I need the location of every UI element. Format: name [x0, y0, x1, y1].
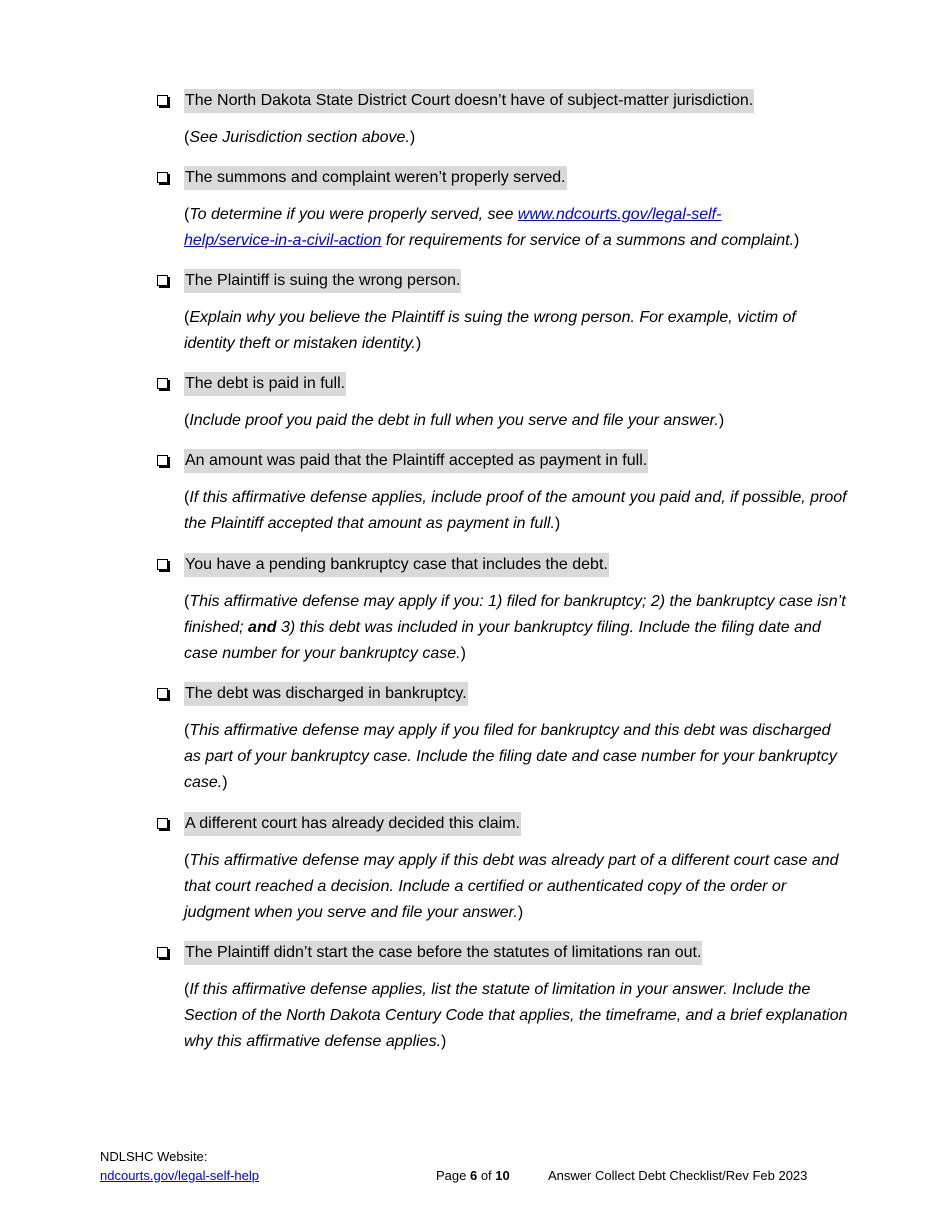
item-note: (This affirmative defense may apply if this debt was already part of a different court case and that court reached a decision. Include a certified or authenticated copy of the order or judgment when you serve and file your answer.): [184, 852, 839, 921]
item-note: (This affirmative defense may apply if you filed for bankruptcy and this debt was discharged as part of your bankruptcy case. Include the filing date and case number for your bankruptcy case.): [184, 722, 837, 791]
footer-website-label: NDLSHC Website:: [100, 1149, 208, 1164]
item-note: (This affirmative defense may apply if you: 1) filed for bankruptcy; 2) the bankruptcy case isn’t finished; and 3) this debt was included in your bankruptcy filing. Include the filing date and case number for your bankruptcy case.): [184, 593, 846, 662]
item-note: (Explain why you believe the Plaintiff is suing the wrong person. For example, victim of identity theft or mistaken identity.): [184, 309, 796, 352]
checkbox-icon[interactable]: [157, 559, 168, 570]
item-note: (If this affirmative defense applies, include proof of the amount you paid and, if possible, proof the Plaintiff accepted that amount as payment in full.): [184, 489, 847, 532]
item-title: The summons and complaint weren’t properly served.: [184, 166, 567, 190]
checkbox-icon[interactable]: [157, 455, 168, 466]
checkbox-icon[interactable]: [157, 947, 168, 958]
item-note: (To determine if you were properly served, see www.ndcourts.gov/legal-self- help/service-in-a-civil-action for requirements for service of a summons and complaint.): [184, 206, 800, 249]
item-title: A different court has already decided this claim.: [184, 812, 521, 836]
item-note: (See Jurisdiction section above.): [184, 129, 416, 146]
item-title: An amount was paid that the Plaintiff accepted as payment in full.: [184, 449, 648, 473]
checkbox-icon[interactable]: [157, 818, 168, 829]
item-title: You have a pending bankruptcy case that includes the debt.: [184, 553, 609, 577]
item-note: (Include proof you paid the debt in full when you serve and file your answer.): [184, 412, 725, 429]
checkbox-icon[interactable]: [157, 95, 168, 106]
checkbox-icon[interactable]: [157, 378, 168, 389]
footer-website: [100, 1147, 259, 1185]
service-link[interactable]: www.ndcourts.gov/legal-self- help/service-in-a-civil-action: [184, 206, 722, 249]
checkbox-icon[interactable]: [157, 275, 168, 286]
checkbox-icon[interactable]: [157, 172, 168, 183]
item-title: The debt was discharged in bankruptcy.: [184, 682, 468, 706]
item-title: The Plaintiff didn’t start the case before the statutes of limitations ran out.: [184, 941, 702, 965]
item-title: The Plaintiff is suing the wrong person.: [184, 269, 461, 293]
item-title: The North Dakota State District Court doesn’t have of subject-matter jurisdiction.: [184, 89, 754, 113]
footer-website-link[interactable]: ndcourts.gov/legal-self-help: [100, 1168, 259, 1183]
item-title: The debt is paid in full.: [184, 372, 346, 396]
footer-doc-id: Answer Collect Debt Checklist/Rev Feb 2023: [548, 1168, 808, 1183]
item-note: (If this affirmative defense applies, list the statute of limitation in your answer. Include the Section of the North Dakota Century Code that applies, the timeframe, and a brief explanation why this affirmative defense applies.): [184, 981, 848, 1050]
checkbox-icon[interactable]: [157, 688, 168, 699]
footer-page-number: Page 6 of 10: [436, 1168, 510, 1183]
